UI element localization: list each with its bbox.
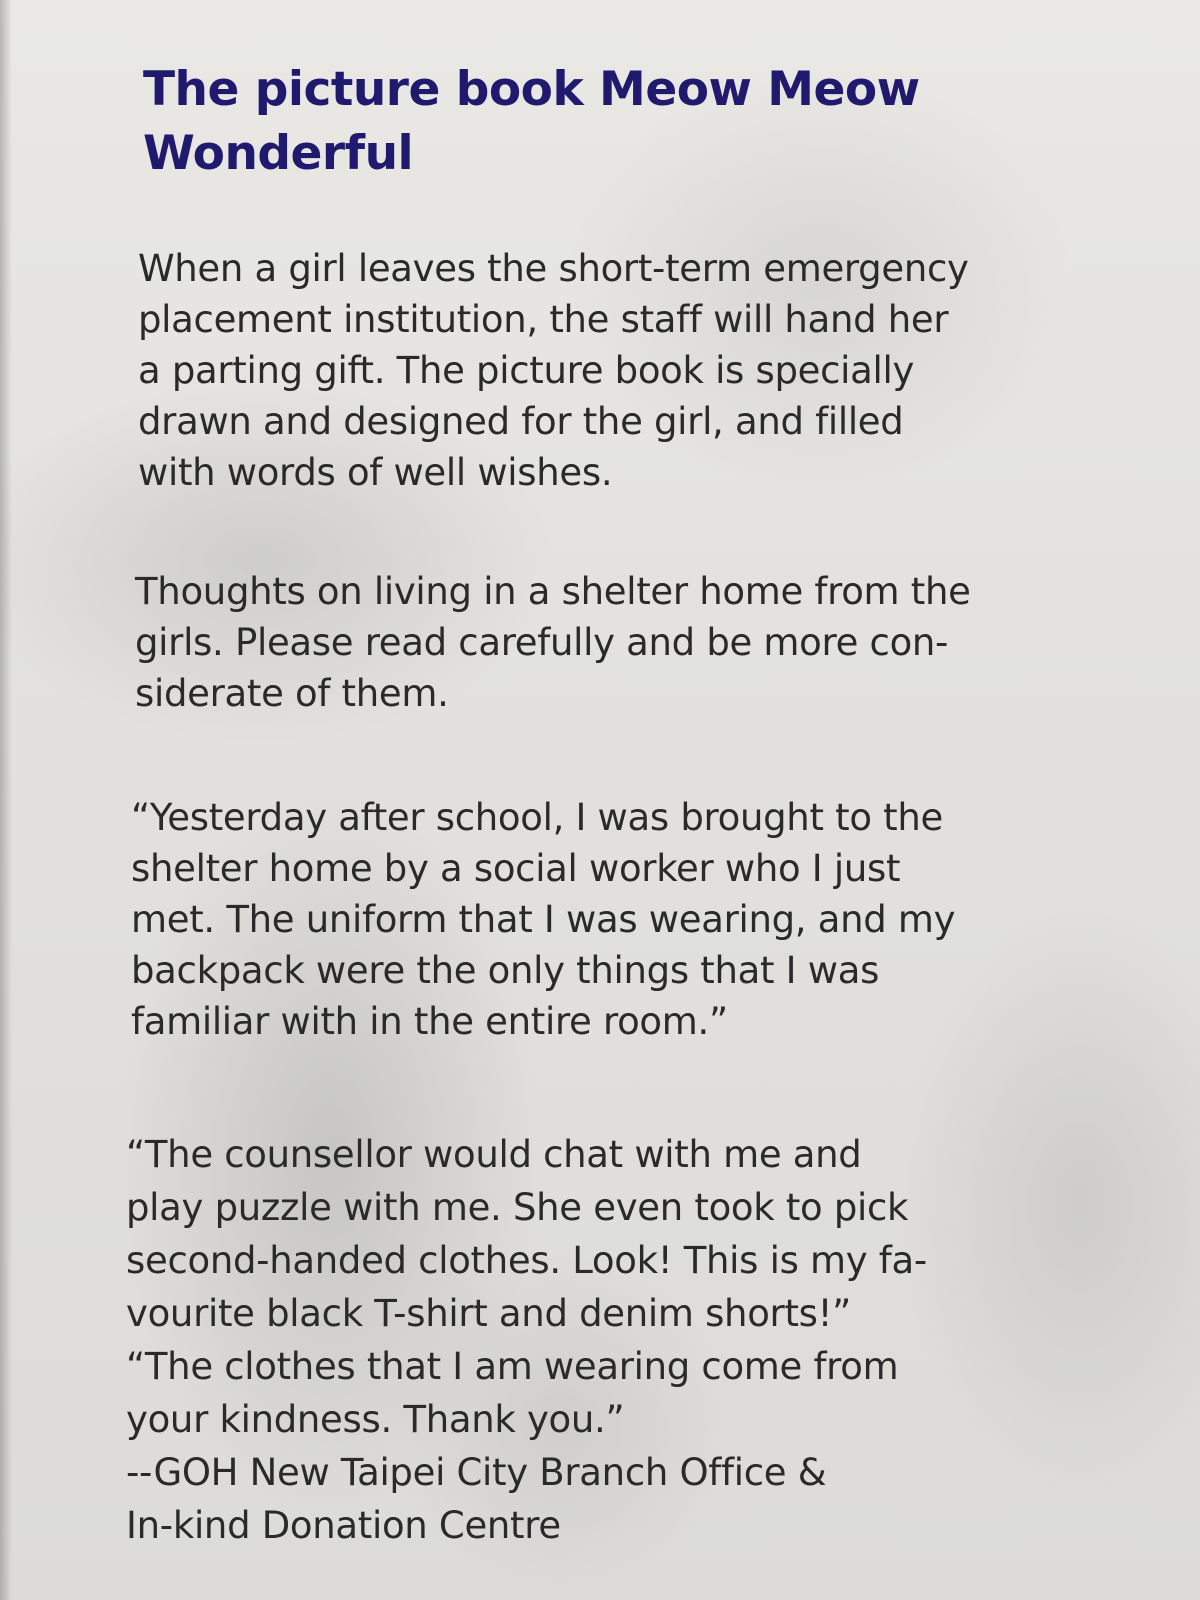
label-title: The picture book Meow Meow Wonderful: [143, 62, 920, 181]
counsellor-quote-and-credit-paragraph: “The counsellor would chat with me and play puzzle with me. She even took to pick second-handed clothes. Look! This is my fa- vourite black T-shirt and denim shorts!” “The clothes that I am wearing come from your kindness. Thank you.” --GOH New Taipei City Branch Office & In-kind Donation Centre: [126, 1133, 927, 1547]
card-edge-shadow: [0, 0, 12, 1600]
description-paragraph: When a girl leaves the short-term emergency placement institution, the staff will hand her a parting gift. The picture book is specially drawn and designed for the girl, and filled with words of well wishes.: [138, 247, 969, 494]
intro-thoughts-paragraph: Thoughts on living in a shelter home from the girls. Please read carefully and be more con- siderate of them.: [135, 570, 971, 715]
girl-quote-paragraph: “Yesterday after school, I was brought to the shelter home by a social worker who I just met. The uniform that I was wearing, and my backpack were the only things that I was familiar with in the entire room.”: [131, 796, 956, 1043]
